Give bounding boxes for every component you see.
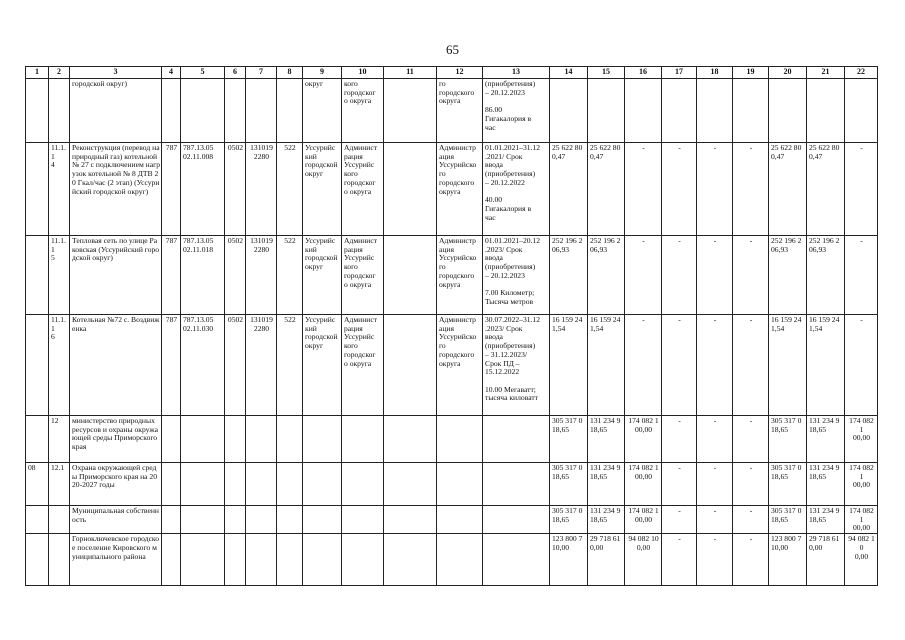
table-cell-col-7 (246, 79, 277, 143)
table-cell-col-5 (181, 506, 225, 534)
table-cell-col-18: - (697, 534, 733, 586)
table-cell-col-15: 252 196 2 06,93 (588, 236, 625, 315)
table-cell-col-10 (342, 463, 384, 506)
table-cell-col-20: 305 317 0 18,65 (769, 506, 807, 534)
table-cell-col-16: 174 082 1 00,00 (625, 463, 662, 506)
table-cell-col-12: го городского округа (437, 79, 483, 143)
table-cell-col-22: 174 082 1 00,00 (845, 506, 878, 534)
table-cell-col-5: 787.13.05 02.11.008 (181, 143, 225, 236)
table-cell-col-3: городской округ) (70, 79, 162, 143)
table-cell-col-22: - (845, 143, 878, 236)
table-cell-col-17: - (662, 463, 697, 506)
table-cell-col-20: 252 196 2 06,93 (769, 236, 807, 315)
table-cell-col-20: 25 622 80 0,47 (769, 143, 807, 236)
table-cell-col-8: 522 (277, 315, 303, 416)
table-cell-col-12: Администр ация Уссурийско го городского округа (437, 236, 483, 315)
table-cell-col-5 (181, 463, 225, 506)
table-row (26, 463, 878, 506)
table-cell-col-8 (277, 79, 303, 143)
table-cell-col-10: Админист рация Уссурийс кого городског о округа (342, 143, 384, 236)
table-cell-col-12 (437, 506, 483, 534)
table-cell-col-4 (162, 416, 181, 463)
table-cell-col-19: - (733, 506, 769, 534)
table-cell-col-6 (225, 416, 246, 463)
table-cell-col-8 (277, 506, 303, 534)
table-cell-col-9: Уссурийс кий городской округ (303, 143, 342, 236)
table-cell-col-21 (807, 79, 845, 143)
table-cell-col-18: - (697, 143, 733, 236)
table-cell-col-14: 305 317 0 18,65 (550, 506, 588, 534)
table-cell-col-8: 522 (277, 236, 303, 315)
table-cell-col-7: 131019 2280 (246, 236, 277, 315)
table-cell-col-17: - (662, 236, 697, 315)
table-cell-col-13 (483, 463, 550, 506)
table-row (26, 79, 878, 143)
column-header: 12 (437, 67, 483, 79)
table-cell-col-1 (26, 143, 49, 236)
table-cell-col-12: Администр ация Уссурийско го городского округа (437, 315, 483, 416)
table-cell-col-13 (483, 534, 550, 586)
table-cell-col-5: 787.13.05 02.11.018 (181, 236, 225, 315)
table-cell-col-1 (26, 315, 49, 416)
column-header: 5 (181, 67, 225, 79)
table-cell-col-20: 123 800 7 10,00 (769, 534, 807, 586)
table-cell-col-21: 29 718 61 0,00 (807, 534, 845, 586)
table-cell-col-2: 12.1 (49, 463, 70, 506)
table-cell-col-2 (49, 534, 70, 586)
table-cell-col-16: 94 082 10 0,00 (625, 534, 662, 586)
table-cell-col-10: Админист рация Уссурийс кого городског о округа (342, 315, 384, 416)
table-cell-col-17: - (662, 143, 697, 236)
column-header: 9 (303, 67, 342, 79)
table-cell-col-19: - (733, 416, 769, 463)
table-cell-col-19: - (733, 315, 769, 416)
table-cell-col-3: Муниципальная собственность (70, 506, 162, 534)
table-cell-col-9: Уссурийс кий городской округ (303, 236, 342, 315)
table-cell-col-22 (845, 79, 878, 143)
table-cell-col-14 (550, 79, 588, 143)
table-cell-col-9 (303, 463, 342, 506)
table-body (26, 67, 878, 586)
table-cell-col-11 (384, 463, 437, 506)
column-header: 15 (588, 67, 625, 79)
table-cell-col-17: - (662, 416, 697, 463)
table-cell-col-17 (662, 79, 697, 143)
table-cell-col-18: - (697, 506, 733, 534)
table-cell-col-4: 787 (162, 143, 181, 236)
table-cell-col-22: 174 082 1 00,00 (845, 416, 878, 463)
table-cell-col-12 (437, 534, 483, 586)
table-cell-col-21: 131 234 9 18,65 (807, 416, 845, 463)
table-cell-col-13: 01.01.2021–31.12 .2021/ Срок ввода (приобретения) – 20.12.2022 40.00 Гигакалория в час (483, 143, 550, 236)
table-cell-col-9 (303, 416, 342, 463)
table-cell-col-19: - (733, 143, 769, 236)
table-cell-col-1 (26, 534, 49, 586)
table-cell-col-3: Тепловая сеть по улице Раковская (Уссурийский городской округ) (70, 236, 162, 315)
table-cell-col-16: 174 082 1 00,00 (625, 506, 662, 534)
table-cell-col-3: министерство природных ресурсов и охраны окружающей среды Приморского края (70, 416, 162, 463)
table-cell-col-15: 131 234 9 18,65 (588, 506, 625, 534)
table-cell-col-14: 305 317 0 18,65 (550, 416, 588, 463)
table-cell-col-3: Охрана окружающей среды Приморского края на 2020-2027 годы (70, 463, 162, 506)
table-row (26, 315, 878, 416)
table-cell-col-7: 131019 2280 (246, 315, 277, 416)
column-header: 20 (769, 67, 807, 79)
table-cell-col-16: - (625, 236, 662, 315)
table-cell-col-8 (277, 534, 303, 586)
table-cell-col-18: - (697, 463, 733, 506)
column-header: 2 (49, 67, 70, 79)
table-cell-col-10 (342, 506, 384, 534)
table-cell-col-19: - (733, 463, 769, 506)
table-cell-col-17: - (662, 534, 697, 586)
table-cell-col-2: 11.1.1 5 (49, 236, 70, 315)
column-header: 4 (162, 67, 181, 79)
table-cell-col-7: 131019 2280 (246, 143, 277, 236)
table-cell-col-14: 16 159 24 1,54 (550, 315, 588, 416)
table-cell-col-5 (181, 79, 225, 143)
table-cell-col-9 (303, 506, 342, 534)
table-cell-col-14: 252 196 2 06,93 (550, 236, 588, 315)
column-header: 11 (384, 67, 437, 79)
table-cell-col-4: 787 (162, 315, 181, 416)
table-cell-col-6 (225, 79, 246, 143)
table-cell-col-12 (437, 416, 483, 463)
column-header: 18 (697, 67, 733, 79)
table-row (26, 534, 878, 586)
table-cell-col-16: 174 082 1 00,00 (625, 416, 662, 463)
table-cell-col-10: кого городског о округа (342, 79, 384, 143)
column-header: 3 (70, 67, 162, 79)
table-row (26, 236, 878, 315)
table-cell-col-11 (384, 236, 437, 315)
column-header: 10 (342, 67, 384, 79)
table-cell-col-21: 131 234 9 18,65 (807, 463, 845, 506)
column-header: 19 (733, 67, 769, 79)
table-cell-col-8 (277, 416, 303, 463)
table-cell-col-2 (49, 506, 70, 534)
table-cell-col-7 (246, 534, 277, 586)
table-cell-col-1: 08 (26, 463, 49, 506)
table-cell-col-19: - (733, 236, 769, 315)
table-cell-col-9: Уссурийс кий городской округ (303, 315, 342, 416)
table-cell-col-13: 01.01.2021–20.12 .2023/ Срок ввода (приобретения) – 20.12.2023 7.00 Километр; Тысяча метров (483, 236, 550, 315)
table-cell-col-15: 16 159 24 1,54 (588, 315, 625, 416)
table-cell-col-11 (384, 315, 437, 416)
table-cell-col-4: 787 (162, 236, 181, 315)
column-header: 6 (225, 67, 246, 79)
table-cell-col-1 (26, 506, 49, 534)
table-cell-col-6 (225, 534, 246, 586)
table-cell-col-6 (225, 463, 246, 506)
table-cell-col-15: 131 234 9 18,65 (588, 463, 625, 506)
table-cell-col-2 (49, 79, 70, 143)
budget-table (25, 66, 878, 586)
table-cell-col-16 (625, 79, 662, 143)
column-header: 13 (483, 67, 550, 79)
table-cell-col-1 (26, 79, 49, 143)
column-header: 14 (550, 67, 588, 79)
table-cell-col-7 (246, 463, 277, 506)
table-cell-col-4 (162, 463, 181, 506)
table-cell-col-19: - (733, 534, 769, 586)
table-cell-col-4 (162, 534, 181, 586)
table-cell-col-20 (769, 79, 807, 143)
table-cell-col-3: Реконструкция (перевод на природный газ) котельной № 27 с подключением нагрузок котельной № 8 ДТВ 20 Гкал/час (2 этап) (Уссурийский городской округ) (70, 143, 162, 236)
table-cell-col-17: - (662, 315, 697, 416)
table-cell-col-12: Администр ация Уссурийско го городского округа (437, 143, 483, 236)
table-cell-col-11 (384, 416, 437, 463)
table-cell-col-15: 131 234 9 18,65 (588, 416, 625, 463)
table-cell-col-18 (697, 79, 733, 143)
table-cell-col-6 (225, 506, 246, 534)
table-cell-col-21: 25 622 80 0,47 (807, 143, 845, 236)
table-cell-col-7 (246, 416, 277, 463)
table-cell-col-11 (384, 143, 437, 236)
table-cell-col-2: 11.1.1 4 (49, 143, 70, 236)
table-cell-col-10: Админист рация Уссурийс кого городског о округа (342, 236, 384, 315)
table-cell-col-20: 305 317 0 18,65 (769, 416, 807, 463)
table-cell-col-17: - (662, 506, 697, 534)
table-cell-col-21: 131 234 9 18,65 (807, 506, 845, 534)
table-row (26, 416, 878, 463)
table-row (26, 143, 878, 236)
table-cell-col-9: округ (303, 79, 342, 143)
table-cell-col-11 (384, 79, 437, 143)
table-cell-col-12 (437, 463, 483, 506)
table-cell-col-15: 29 718 61 0,00 (588, 534, 625, 586)
table-cell-col-22: - (845, 236, 878, 315)
table-cell-col-18: - (697, 236, 733, 315)
table-cell-col-5: 787.13.05 02.11.030 (181, 315, 225, 416)
table-cell-col-20: 16 159 24 1,54 (769, 315, 807, 416)
table-cell-col-19 (733, 79, 769, 143)
table-cell-col-14: 305 317 0 18,65 (550, 463, 588, 506)
table-row (26, 506, 878, 534)
column-header: 21 (807, 67, 845, 79)
table-cell-col-1 (26, 236, 49, 315)
table-cell-col-6: 0502 (225, 143, 246, 236)
table-cell-col-6: 0502 (225, 236, 246, 315)
table-cell-col-16: - (625, 315, 662, 416)
table-cell-col-14: 123 800 7 10,00 (550, 534, 588, 586)
table-cell-col-15: 25 622 80 0,47 (588, 143, 625, 236)
table-cell-col-6: 0502 (225, 315, 246, 416)
table-cell-col-10 (342, 534, 384, 586)
column-header: 22 (845, 67, 878, 79)
page-number: 65 (446, 42, 459, 57)
table-header-row (26, 67, 878, 79)
column-header: 16 (625, 67, 662, 79)
column-header: 17 (662, 67, 697, 79)
table-cell-col-7 (246, 506, 277, 534)
table-cell-col-11 (384, 534, 437, 586)
table-cell-col-21: 16 159 24 1,54 (807, 315, 845, 416)
table-cell-col-1 (26, 416, 49, 463)
table-cell-col-3: Котельная №72 с. Воздвиженка (70, 315, 162, 416)
table-cell-col-8 (277, 463, 303, 506)
table-cell-col-22: - (845, 315, 878, 416)
table-cell-col-3: Горноключевское городское поселение Кировского муниципального района (70, 534, 162, 586)
table-cell-col-13: 30.07.2022–31.12 .2023/ Срок ввода (приобретения) – 31.12.2023/ Срок ПД – 15.12.2022 10.00 Мегаватт; тысяча киловатт (483, 315, 550, 416)
table-cell-col-13 (483, 506, 550, 534)
table-cell-col-18: - (697, 315, 733, 416)
table-cell-col-20: 305 317 0 18,65 (769, 463, 807, 506)
table-cell-col-16: - (625, 143, 662, 236)
table-cell-col-2: 12 (49, 416, 70, 463)
table-cell-col-14: 25 622 80 0,47 (550, 143, 588, 236)
column-header: 7 (246, 67, 277, 79)
table-cell-col-9 (303, 534, 342, 586)
table-cell-col-4 (162, 79, 181, 143)
table-cell-col-10 (342, 416, 384, 463)
table-cell-col-5 (181, 534, 225, 586)
table-cell-col-15 (588, 79, 625, 143)
table-cell-col-18: - (697, 416, 733, 463)
table-cell-col-8: 522 (277, 143, 303, 236)
table-cell-col-5 (181, 416, 225, 463)
table-cell-col-22: 174 082 1 00,00 (845, 463, 878, 506)
table-cell-col-4 (162, 506, 181, 534)
table-cell-col-11 (384, 506, 437, 534)
table-cell-col-13: (приобретения) – 20.12.2023 86.00 Гигакалория в час (483, 79, 550, 143)
table-cell-col-22: 94 082 10 0,00 (845, 534, 878, 586)
table-cell-col-2: 11.1.1 6 (49, 315, 70, 416)
column-header: 1 (26, 67, 49, 79)
column-header: 8 (277, 67, 303, 79)
table-cell-col-13 (483, 416, 550, 463)
table-cell-col-21: 252 196 2 06,93 (807, 236, 845, 315)
